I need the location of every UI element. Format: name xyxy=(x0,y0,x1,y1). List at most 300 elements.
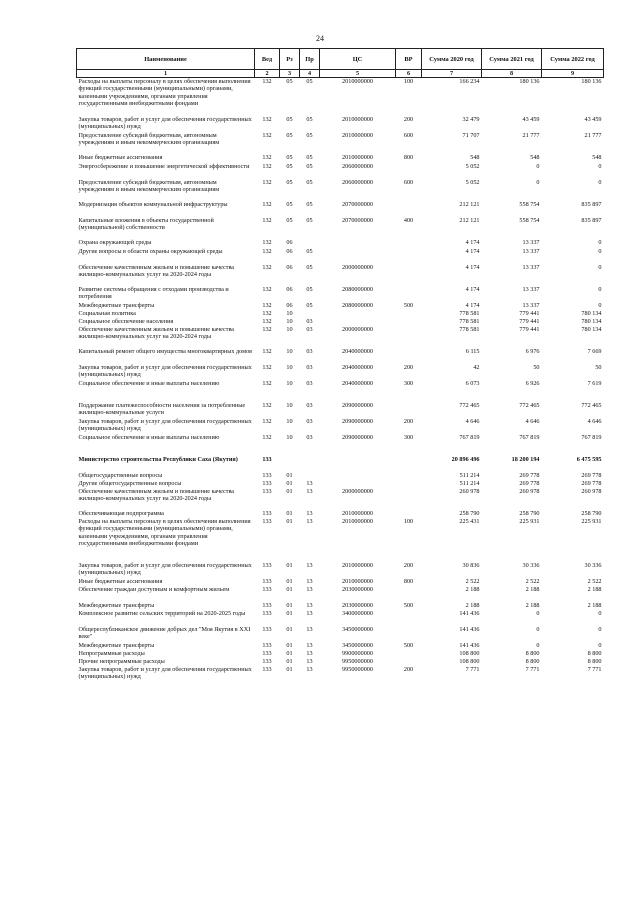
row-ved-cell: 132 xyxy=(262,154,272,161)
row-ved-cell: 132 xyxy=(262,132,272,139)
row-pr-cell: 05 xyxy=(306,154,313,161)
table-row xyxy=(77,456,604,472)
row-vr-cell xyxy=(396,201,422,217)
row-pr-cell: 13 xyxy=(306,642,313,649)
row-ved-cell: 132 xyxy=(262,116,272,123)
row-sum-2022-cell: 835 897 xyxy=(581,217,602,224)
table-row xyxy=(77,201,604,217)
row-sum-2021-cell: 2 188 xyxy=(525,586,540,593)
row-ved-cell: 133 xyxy=(262,602,272,609)
row-name-cell: Поддержание платежеспособности населения за потребленные жилищно-коммунальные услуги xyxy=(78,402,246,417)
row-sum-2022-cell: 2 188 xyxy=(587,586,602,593)
row-name-cell: Охрана окружающей среды xyxy=(78,239,152,246)
row-pr-cell: 13 xyxy=(306,510,313,517)
row-name-cell: Межбюджетные трансферты xyxy=(78,602,155,609)
table-row xyxy=(77,402,604,418)
row-sum-2020-cell: 4 174 xyxy=(465,286,480,293)
header-sum-2021: Сумма 2021 год xyxy=(482,49,542,70)
row-cs-cell: 3400000000 xyxy=(342,610,373,617)
row-ved-cell: 132 xyxy=(262,286,272,293)
row-sum-2020-cell: 30 836 xyxy=(462,562,480,569)
row-cs-cell: 2040000000 xyxy=(342,380,373,387)
row-sum-2021-cell: 0 xyxy=(536,642,540,649)
row-ved-cell: 132 xyxy=(262,310,272,317)
row-name-cell: Иные бюджетные ассигнования xyxy=(78,578,163,585)
row-ved-cell: 133 xyxy=(262,472,272,479)
row-name-cell: Предоставление субсидий бюджетным, автономным учреждениям и иным некоммерческим организациям xyxy=(78,132,220,147)
row-pr-cell: 03 xyxy=(306,402,313,409)
row-cs-cell: 2010000000 xyxy=(342,562,373,569)
row-sum-2022-cell: 258 790 xyxy=(581,510,602,517)
table-row xyxy=(77,510,604,518)
row-name-cell: Министерство строительства Республики Саха (Якутия) xyxy=(78,456,238,463)
row-sum-2020-cell: 141 436 xyxy=(459,626,480,633)
row-ved-cell: 132 xyxy=(262,217,272,224)
table-row xyxy=(77,658,604,666)
row-vr-cell xyxy=(396,248,422,264)
header-name: Наименование xyxy=(77,49,255,70)
row-vr-cell xyxy=(396,510,422,518)
row-pr-cell: 13 xyxy=(306,562,313,569)
table-row xyxy=(77,132,604,154)
row-sum-2022-cell: 43 459 xyxy=(584,116,602,123)
row-name-cell: Иные бюджетные ассигнования xyxy=(78,154,163,161)
table-row xyxy=(77,364,604,380)
row-rz-cell: 06 xyxy=(286,239,293,246)
row-pr-cell: 05 xyxy=(306,132,313,139)
row-sum-2020-cell: 166 234 xyxy=(459,78,480,85)
row-vr-cell xyxy=(396,456,422,472)
row-rz-cell: 01 xyxy=(286,518,293,525)
row-sum-2021-cell: 6 926 xyxy=(525,380,540,387)
table-row xyxy=(77,666,604,682)
row-cs-cell: 2090000000 xyxy=(342,434,373,441)
row-name-cell: Общереспубликанское движение добрых дел "Моя Якутия в XXI веке" xyxy=(78,626,251,641)
row-cs-cell: 2090000000 xyxy=(342,402,373,409)
table-row xyxy=(77,326,604,348)
row-rz-cell: 10 xyxy=(286,310,293,317)
row-sum-2020-cell: 778 581 xyxy=(459,318,480,325)
column-number-cell: 3 xyxy=(280,70,300,78)
row-rz-cell: 05 xyxy=(286,179,293,186)
row-sum-2020-cell: 511 214 xyxy=(459,472,480,479)
row-rz-cell: 01 xyxy=(286,610,293,617)
row-cs-cell xyxy=(320,456,396,472)
row-sum-2020-cell: 258 790 xyxy=(459,510,480,517)
row-vr-cell: 400 xyxy=(403,217,414,224)
header-cs: ЦС xyxy=(320,49,396,70)
row-cs-cell: 9950000000 xyxy=(342,658,373,665)
row-sum-2021-cell: 269 778 xyxy=(519,480,540,487)
row-sum-2022-cell: 8 800 xyxy=(587,658,602,665)
row-cs-cell: 9900000000 xyxy=(342,650,373,657)
row-ved-cell: 132 xyxy=(262,434,272,441)
table-row xyxy=(77,586,604,602)
row-sum-2020-cell: 6 073 xyxy=(465,380,480,387)
row-rz-cell: 05 xyxy=(286,154,293,161)
row-cs-cell: 2010000000 xyxy=(342,510,373,517)
table-row xyxy=(77,348,604,364)
row-sum-2022-cell: 225 931 xyxy=(581,518,602,525)
row-name-cell: Межбюджетные трансферты xyxy=(78,642,155,649)
row-pr-cell: 03 xyxy=(306,348,313,355)
row-pr-cell: 05 xyxy=(306,201,313,208)
row-sum-2020-cell: 225 431 xyxy=(459,518,480,525)
row-cs-cell: 2080000000 xyxy=(342,302,373,309)
column-numbers-row xyxy=(77,70,604,78)
table-row xyxy=(77,302,604,310)
row-pr-cell: 05 xyxy=(306,179,313,186)
row-sum-2022-cell: 772 465 xyxy=(581,402,602,409)
row-sum-2020-cell: 6 115 xyxy=(465,348,480,355)
header-sum-2020: Сумма 2020 год xyxy=(422,49,482,70)
row-pr-cell: 03 xyxy=(306,434,313,441)
table-row xyxy=(77,286,604,302)
row-sum-2022-cell: 8 800 xyxy=(587,650,602,657)
row-vr-cell xyxy=(396,326,422,348)
row-sum-2021-cell: 13 337 xyxy=(522,239,540,246)
row-sum-2022-cell: 780 134 xyxy=(581,318,602,325)
row-cs-cell: 2000000000 xyxy=(342,264,373,271)
row-ved-cell: 133 xyxy=(262,578,272,585)
row-ved-cell: 133 xyxy=(262,658,272,665)
row-name-cell: Капитальные вложения в объекты государственной (муниципальной) собственности xyxy=(78,217,214,232)
row-pr-cell: 13 xyxy=(306,626,313,633)
row-vr-cell xyxy=(396,480,422,488)
row-cs-cell xyxy=(320,248,396,264)
row-sum-2021-cell: 4 646 xyxy=(525,418,540,425)
row-vr-cell xyxy=(396,472,422,480)
row-name-cell: Расходы на выплаты персоналу в целях обеспечения выполнения функций государственными (муниципальными) органами, казенными учреждениями, органами управления государственными внебюджетными фондами xyxy=(78,78,251,107)
row-sum-2021-cell: 18 200 194 xyxy=(511,456,540,463)
column-number-cell: 1 xyxy=(77,70,255,78)
column-number-cell: 8 xyxy=(482,70,542,78)
row-rz-cell: 01 xyxy=(286,562,293,569)
row-sum-2020-cell: 212 121 xyxy=(459,201,480,208)
row-ved-cell: 133 xyxy=(262,610,272,617)
row-ved-cell: 133 xyxy=(262,650,272,657)
row-sum-2021-cell: 779 441 xyxy=(519,310,540,317)
table-row xyxy=(77,116,604,132)
row-name-cell: Закупка товаров, работ и услуг для обеспечения государственных (муниципальных) нужд xyxy=(78,418,252,433)
row-sum-2020-cell: 32 479 xyxy=(462,116,480,123)
row-rz-cell: 01 xyxy=(286,488,293,495)
row-sum-2022-cell: 4 646 xyxy=(587,418,602,425)
row-vr-cell: 100 xyxy=(403,518,414,525)
row-pr-cell: 05 xyxy=(306,163,313,170)
row-rz-cell: 01 xyxy=(286,658,293,665)
row-ved-cell: 132 xyxy=(262,348,272,355)
row-sum-2020-cell: 2 522 xyxy=(465,578,480,585)
row-sum-2021-cell: 548 xyxy=(530,154,540,161)
table-row xyxy=(77,472,604,480)
row-pr-cell: 13 xyxy=(306,488,313,495)
row-ved-cell: 132 xyxy=(262,179,272,186)
row-cs-cell xyxy=(320,239,396,248)
row-name-cell: Прочие непрограммные расходы xyxy=(78,658,165,665)
row-sum-2022-cell: 7 771 xyxy=(587,666,602,673)
table-row xyxy=(77,650,604,658)
row-ved-cell: 133 xyxy=(262,586,272,593)
row-pr-cell: 13 xyxy=(306,658,313,665)
row-sum-2020-cell: 2 188 xyxy=(465,602,480,609)
row-name-cell: Закупка товаров, работ и услуг для обеспечения государственных (муниципальных) нужд xyxy=(78,116,252,131)
table-row xyxy=(77,154,604,163)
row-pr-cell: 05 xyxy=(306,286,313,293)
column-number-cell: 9 xyxy=(542,70,604,78)
row-sum-2021-cell: 260 978 xyxy=(519,488,540,495)
row-vr-cell xyxy=(396,318,422,326)
row-sum-2020-cell: 20 896 496 xyxy=(451,456,480,463)
row-vr-cell: 500 xyxy=(403,642,414,649)
row-sum-2021-cell: 50 xyxy=(533,364,540,371)
row-sum-2021-cell: 558 754 xyxy=(519,201,540,208)
row-rz-cell: 06 xyxy=(286,286,293,293)
row-sum-2022-cell: 269 778 xyxy=(581,480,602,487)
row-name-cell: Общегосударственные вопросы xyxy=(78,472,163,479)
row-cs-cell xyxy=(320,472,396,480)
row-rz-cell: 06 xyxy=(286,248,293,255)
row-ved-cell: 133 xyxy=(262,518,272,525)
row-name-cell: Социальная политика xyxy=(78,310,136,317)
row-sum-2022-cell: 2 522 xyxy=(587,578,602,585)
row-pr-cell: 05 xyxy=(306,116,313,123)
row-name-cell: Обеспечение качественным жильем и повышение качества жилищно-коммунальных услуг на 2020-2024 годы xyxy=(78,264,235,279)
row-vr-cell xyxy=(396,610,422,626)
row-sum-2020-cell: 511 214 xyxy=(459,480,480,487)
row-name-cell: Развитие системы обращения с отходами производства и потребления xyxy=(78,286,229,301)
row-pr-cell: 13 xyxy=(306,666,313,673)
row-sum-2021-cell: 225 931 xyxy=(519,518,540,525)
row-sum-2022-cell: 0 xyxy=(598,286,602,293)
row-rz-cell: 01 xyxy=(286,666,293,673)
row-sum-2020-cell: 71 707 xyxy=(462,132,480,139)
row-cs-cell xyxy=(320,318,396,326)
row-sum-2021-cell: 8 800 xyxy=(525,650,540,657)
table-row xyxy=(77,264,604,286)
row-pr-cell: 03 xyxy=(306,418,313,425)
row-rz-cell: 06 xyxy=(286,264,293,271)
row-sum-2020-cell: 767 819 xyxy=(459,434,480,441)
row-vr-cell xyxy=(396,650,422,658)
row-ved-cell: 132 xyxy=(262,78,272,85)
row-sum-2020-cell: 4 174 xyxy=(465,248,480,255)
row-sum-2021-cell: 13 337 xyxy=(522,302,540,309)
row-name-cell: Обеспечение качественным жильем и повышение качества жилищно-коммунальных услуг на 2020-2024 годы xyxy=(78,488,235,503)
row-vr-cell: 800 xyxy=(403,578,414,585)
table-row xyxy=(77,239,604,248)
row-ved-cell: 133 xyxy=(262,456,272,463)
row-ved-cell: 133 xyxy=(262,642,272,649)
row-cs-cell: 9950000000 xyxy=(342,666,373,673)
row-rz-cell: 05 xyxy=(286,201,293,208)
row-name-cell: Обеспечивающая подпрограмма xyxy=(78,510,164,517)
row-rz-cell: 01 xyxy=(286,480,293,487)
row-pr-cell: 05 xyxy=(306,302,313,309)
row-ved-cell: 133 xyxy=(262,480,272,487)
row-sum-2022-cell: 548 xyxy=(592,154,602,161)
row-vr-cell xyxy=(396,348,422,364)
table-body xyxy=(77,78,604,683)
row-sum-2022-cell: 0 xyxy=(598,642,602,649)
row-rz-cell: 01 xyxy=(286,626,293,633)
row-ved-cell: 132 xyxy=(262,402,272,409)
row-sum-2020-cell: 2 188 xyxy=(465,586,480,593)
row-pr-cell xyxy=(300,239,320,248)
row-name-cell: Предоставление субсидий бюджетным, автономным учреждениям и иным некоммерческим организациям xyxy=(78,179,220,194)
row-sum-2021-cell: 13 337 xyxy=(522,264,540,271)
table-row xyxy=(77,434,604,456)
row-name-cell: Комплексное развитие сельских территорий на 2020-2025 годы xyxy=(78,610,246,617)
row-sum-2021-cell: 0 xyxy=(536,163,540,170)
row-cs-cell: 3450000000 xyxy=(342,626,373,633)
row-vr-cell: 600 xyxy=(403,179,414,186)
row-pr-cell: 13 xyxy=(306,610,313,617)
row-sum-2021-cell: 558 754 xyxy=(519,217,540,224)
row-ved-cell: 132 xyxy=(262,239,272,246)
row-name-cell: Социальное обеспечение и иные выплаты населению xyxy=(78,380,220,387)
row-rz-cell: 01 xyxy=(286,650,293,657)
row-sum-2020-cell: 5 052 xyxy=(465,163,480,170)
row-rz-cell: 05 xyxy=(286,217,293,224)
row-cs-cell: 2070000000 xyxy=(342,217,373,224)
row-name-cell: Закупка товаров, работ и услуг для обеспечения государственных (муниципальных) нужд xyxy=(78,562,252,577)
row-sum-2021-cell: 0 xyxy=(536,179,540,186)
row-ved-cell: 132 xyxy=(262,302,272,309)
table-row xyxy=(77,248,604,264)
row-rz-cell: 10 xyxy=(286,364,293,371)
row-name-cell: Обеспечение граждан доступным и комфортным жильем xyxy=(78,586,230,593)
column-number-cell: 4 xyxy=(300,70,320,78)
row-ved-cell: 132 xyxy=(262,418,272,425)
row-sum-2020-cell: 108 800 xyxy=(459,658,480,665)
row-cs-cell: 2040000000 xyxy=(342,364,373,371)
row-sum-2021-cell: 13 337 xyxy=(522,248,540,255)
row-sum-2022-cell: 0 xyxy=(598,264,602,271)
row-sum-2020-cell: 7 771 xyxy=(465,666,480,673)
row-cs-cell: 2030000000 xyxy=(342,586,373,593)
row-vr-cell: 600 xyxy=(403,132,414,139)
row-sum-2022-cell: 30 336 xyxy=(584,562,602,569)
table-row xyxy=(77,626,604,642)
row-sum-2022-cell: 835 897 xyxy=(581,201,602,208)
row-cs-cell xyxy=(320,310,396,318)
row-name-cell: Социальное обеспечение и иные выплаты населению xyxy=(78,434,220,441)
row-pr-cell xyxy=(300,472,320,480)
row-sum-2022-cell: 260 978 xyxy=(581,488,602,495)
header-sum-2022: Сумма 2022 год xyxy=(542,49,604,70)
row-sum-2020-cell: 548 xyxy=(470,154,480,161)
row-cs-cell: 2010000000 xyxy=(342,518,373,525)
row-sum-2022-cell: 0 xyxy=(598,239,602,246)
row-sum-2021-cell: 7 771 xyxy=(525,666,540,673)
row-sum-2022-cell: 50 xyxy=(595,364,602,371)
row-pr-cell: 05 xyxy=(306,248,313,255)
row-sum-2022-cell: 767 819 xyxy=(581,434,602,441)
row-sum-2022-cell: 2 188 xyxy=(587,602,602,609)
row-pr-cell: 03 xyxy=(306,326,313,333)
row-rz-cell: 10 xyxy=(286,434,293,441)
row-name-cell: Социальное обеспечение населения xyxy=(78,318,174,325)
row-sum-2021-cell: 772 465 xyxy=(519,402,540,409)
table-row xyxy=(77,310,604,318)
row-name-cell: Межбюджетные трансферты xyxy=(78,302,155,309)
table-row xyxy=(77,562,604,578)
row-name-cell: Модернизация объектов коммунальной инфраструктуры xyxy=(78,201,228,208)
row-pr-cell: 13 xyxy=(306,480,313,487)
row-sum-2021-cell: 767 819 xyxy=(519,434,540,441)
row-sum-2021-cell: 0 xyxy=(536,626,540,633)
row-vr-cell xyxy=(396,264,422,286)
table-row xyxy=(77,518,604,562)
page-number: 24 xyxy=(316,34,324,43)
table-row xyxy=(77,179,604,201)
row-vr-cell xyxy=(396,658,422,666)
row-ved-cell: 132 xyxy=(262,380,272,387)
row-sum-2022-cell: 0 xyxy=(598,163,602,170)
row-name-cell: Другие общегосударственные вопросы xyxy=(78,480,182,487)
row-ved-cell: 133 xyxy=(262,488,272,495)
row-rz-cell: 01 xyxy=(286,578,293,585)
row-sum-2020-cell: 4 646 xyxy=(465,418,480,425)
row-pr-cell: 05 xyxy=(306,78,313,85)
row-vr-cell: 200 xyxy=(403,562,414,569)
row-sum-2022-cell: 0 xyxy=(598,610,602,617)
row-rz-cell: 10 xyxy=(286,326,293,333)
row-pr-cell: 13 xyxy=(306,518,313,525)
row-name-cell: Непрограммные расходы xyxy=(78,650,145,657)
row-rz-cell: 01 xyxy=(286,472,293,479)
row-sum-2021-cell: 2 188 xyxy=(525,602,540,609)
row-sum-2020-cell: 4 174 xyxy=(465,302,480,309)
row-sum-2022-cell: 780 134 xyxy=(581,326,602,333)
row-name-cell: Расходы на выплаты персоналу в целях обеспечения выполнения функций государственными (муниципальными) органами, казенными учреждениями, органами управления государственными внебюджетными фондами xyxy=(78,518,251,547)
row-ved-cell: 133 xyxy=(262,510,272,517)
row-rz-cell: 05 xyxy=(286,116,293,123)
table-row xyxy=(77,642,604,650)
row-sum-2022-cell: 0 xyxy=(598,179,602,186)
row-vr-cell: 200 xyxy=(403,418,414,425)
header-vr: ВР xyxy=(396,49,422,70)
header-rz: Рз xyxy=(280,49,300,70)
row-cs-cell: 2010000000 xyxy=(342,78,373,85)
row-pr-cell: 13 xyxy=(306,578,313,585)
table-row xyxy=(77,602,604,610)
row-rz-cell: 10 xyxy=(286,348,293,355)
row-name-cell: Другие вопросы в области охраны окружающей среды xyxy=(78,248,223,255)
row-name-cell: Капитальный ремонт общего имущества многоквартирных домов xyxy=(78,348,253,355)
row-pr-cell: 13 xyxy=(306,586,313,593)
row-pr-cell xyxy=(300,456,320,472)
row-pr-cell: 03 xyxy=(306,364,313,371)
row-sum-2022-cell: 0 xyxy=(598,248,602,255)
header-pr: Пр xyxy=(300,49,320,70)
row-sum-2021-cell: 0 xyxy=(536,610,540,617)
row-name-cell: Закупка товаров, работ и услуг для обеспечения государственных (муниципальных) нужд xyxy=(78,666,252,681)
row-ved-cell: 132 xyxy=(262,326,272,333)
row-cs-cell: 2040000000 xyxy=(342,348,373,355)
row-vr-cell: 300 xyxy=(403,434,414,441)
row-sum-2020-cell: 212 121 xyxy=(459,217,480,224)
row-rz-cell: 10 xyxy=(286,418,293,425)
row-sum-2020-cell: 260 978 xyxy=(459,488,480,495)
row-rz-cell: 05 xyxy=(286,163,293,170)
row-sum-2021-cell: 6 976 xyxy=(525,348,540,355)
row-vr-cell: 500 xyxy=(403,302,414,309)
row-cs-cell: 2000000000 xyxy=(342,326,373,333)
row-sum-2020-cell: 5 052 xyxy=(465,179,480,186)
row-sum-2022-cell: 0 xyxy=(598,626,602,633)
